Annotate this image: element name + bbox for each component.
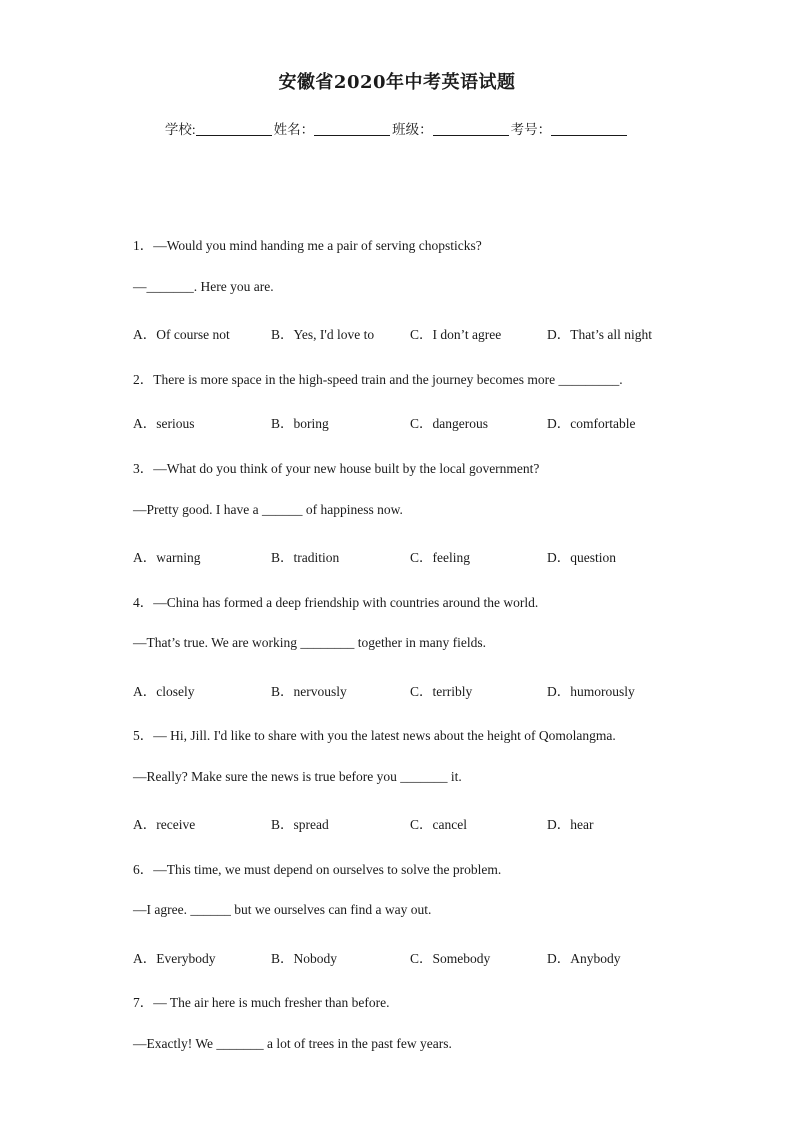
question-4-options [133, 680, 693, 700]
school-blank [196, 121, 272, 136]
option-d: D．comfortable [547, 416, 636, 431]
option-b: B．tradition [271, 550, 340, 565]
option-b: B．Yes, I'd love to [271, 327, 375, 342]
option-a: A．serious [133, 416, 195, 431]
option-c: C．terribly [410, 684, 473, 699]
question-6-options [133, 947, 693, 967]
question-6-stem: 6．—This time, we must depend on ourselves to solve the problem. [133, 862, 502, 877]
option-d: D．question [547, 550, 616, 565]
option-c: C．dangerous [410, 416, 488, 431]
class-label: 班级： [392, 122, 433, 137]
option-c: C．Somebody [410, 951, 491, 966]
page-title: 安徽省2020年中考英语试题 [278, 72, 516, 93]
question-7-stem: 7．— The air here is much fresher than before. [133, 995, 390, 1010]
option-d: D．hear [547, 817, 594, 832]
option-d: D．humorously [547, 684, 635, 699]
option-a: A．warning [133, 550, 201, 565]
option-a: A．receive [133, 817, 196, 832]
question-7-reply: —Exactly! We _______ a lot of trees in the past few years. [133, 1036, 452, 1051]
option-c: C．feeling [410, 550, 470, 565]
question-5-reply: —Really? Make sure the news is true before you _______ it. [133, 769, 462, 784]
school-label: 学校: [164, 122, 196, 137]
number-label: 考号： [510, 122, 552, 137]
student-info-line [0, 118, 794, 138]
option-c: C．I don’t agree [410, 327, 502, 342]
question-5-options [133, 813, 693, 833]
option-a: A．closely [133, 684, 195, 699]
option-a: A．Everybody [133, 951, 216, 966]
question-3-stem: 3．—What do you think of your new house built by the local government? [133, 461, 540, 476]
question-1-stem: 1．—Would you mind handing me a pair of serving chopsticks? [133, 238, 482, 253]
question-1-reply: —_______. Here you are. [133, 279, 274, 294]
option-a: A．Of course not [133, 327, 230, 342]
question-4-stem: 4．—China has formed a deep friendship with countries around the world. [133, 595, 539, 610]
class-blank [433, 121, 509, 136]
question-1-options [133, 323, 693, 343]
number-blank [551, 121, 627, 136]
question-2-stem: 2．There is more space in the high-speed train and the journey becomes more _________. [133, 372, 623, 387]
question-3-options [133, 546, 693, 566]
option-b: B．boring [271, 416, 329, 431]
question-6-reply: —I agree. ______ but we ourselves can find a way out. [133, 902, 432, 917]
option-c: C．cancel [410, 817, 467, 832]
question-3-reply: —Pretty good. I have a ______ of happiness now. [133, 502, 403, 517]
option-b: B．spread [271, 817, 329, 832]
option-b: B．nervously [271, 684, 347, 699]
name-label: 姓名： [273, 122, 315, 137]
question-2-options [133, 412, 693, 432]
option-d: D．Anybody [547, 951, 621, 966]
option-b: B．Nobody [271, 951, 338, 966]
option-d: D．That’s all night [547, 327, 652, 342]
question-5-stem: 5．— Hi, Jill. I'd like to share with you the latest news about the height of Qomolangma. [133, 728, 616, 743]
name-blank [314, 121, 390, 136]
question-4-reply: —That’s true. We are working ________ together in many fields. [133, 635, 486, 650]
